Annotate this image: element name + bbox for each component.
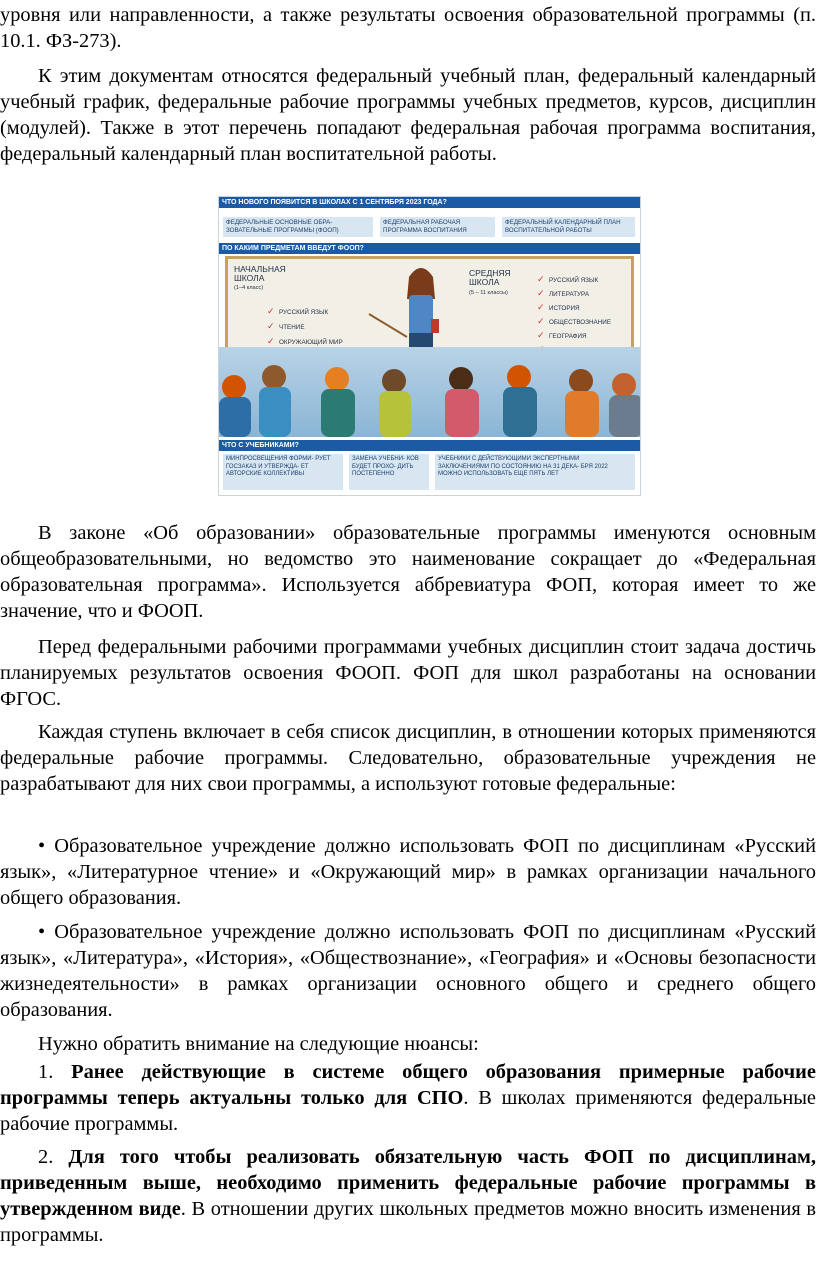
paragraph-goal: [0, 634, 816, 712]
secondary-subject-item: ОБЩЕСТВОЗНАНИЕ: [549, 319, 612, 326]
bullet-content: Образовательное учреждение должно использовать ФОП по дисциплинам «Русский язык», «Литературное чтение» и «Окружающий мир» в рамках организации начального общего образования.: [0, 835, 816, 909]
item-rest-text: . В школах применяются федеральные рабочие программы.: [0, 1087, 816, 1135]
paragraph-nuances: [0, 1031, 816, 1057]
secondary-subject-item: ГЕОГРАФИЯ: [549, 333, 587, 340]
paragraph-text: Каждая ступень включает в себя список дисциплин, в отношении которых применяются федеральные рабочие программы. Следовательно, образовательные учреждения не разрабатывают для них свои программы, а используют готовые федеральные:: [0, 721, 816, 795]
check-icon: ✓: [537, 302, 545, 312]
item-bold-text: Ранее действующие в системе общего образования примерные рабочие программы теперь актуальны только для СПО: [0, 1061, 816, 1109]
paragraph-intro: [0, 2, 816, 54]
secondary-school-grades: (5 – 11 классы): [469, 290, 508, 296]
item-rest-text: . В отношении других школьных предметов можно вносить изменения в программы.: [0, 1198, 816, 1246]
secondary-subject-item: ИСТОРИЯ: [549, 305, 580, 312]
secondary-title-line2: ШКОЛА: [469, 277, 500, 287]
primary-school-grades: (1–4 класс): [234, 285, 264, 291]
secondary-subject-item: ЛИТЕРАТУРА: [549, 291, 590, 298]
item-bold-text: Для того чтобы реализовать обязательную часть ФОП по дисциплинам, приведенным выше, необходимо применить федеральные рабочие программы в утвержденном виде: [0, 1146, 816, 1220]
textbooks-note-expert: УЧЕБНИКИ С ДЕЙСТВУЮЩИМИ ЭКСПЕРТНЫМИ ЗАКЛЮЧЕНИЯМИ ПО СОСТОЯНИЮ НА 31 ДЕКА- БРЯ 2022 МОЖНО ИСПОЛЬЗОВАТЬ ЕЩЕ ПЯТЬ ЛЕТ: [435, 454, 635, 490]
check-icon: ✓: [537, 316, 545, 326]
check-icon: ✓: [267, 336, 275, 346]
bullet-item-primary: [0, 833, 816, 911]
paragraph-text: уровня или направленности, а также результаты освоения образовательной программы (п. 10.1. ФЗ-273).: [0, 4, 816, 52]
bullet-item-secondary: [0, 919, 816, 1023]
paragraph-documents: [0, 63, 816, 167]
check-icon: ✓: [267, 306, 275, 316]
infographic-header-subjects: ПО КАКИМ ПРЕДМЕТАМ ВВЕДУТ ФООП?: [219, 243, 640, 254]
primary-subject-item: ЧТЕНИЕ: [279, 324, 305, 331]
paragraph-text: Нужно обратить внимание на следующие нюансы:: [38, 1033, 479, 1055]
paragraph-text: В законе «Об образовании» образовательные программы именуются основным общеобразовательными, но ведомство это наименование сокращает до «Федеральная образовательная программа». Используется аббревиатура ФОП, которая имеет то же значение, что и ФООП.: [0, 522, 816, 622]
primary-subject-item: ОКРУЖАЮЩИЙ МИР: [279, 339, 343, 346]
paragraph-text: Перед федеральными рабочими программами учебных дисциплин стоит задача достичь планируемых результатов освоения ФООП. ФОП для школ разработаны на основании ФГОС.: [0, 636, 816, 710]
bullet-text: [0, 919, 816, 1023]
students-heads: [219, 347, 640, 437]
primary-subject-item: РУССКИЙ ЯЗЫК: [279, 309, 329, 316]
paragraph-law: [0, 520, 816, 624]
item-number: 1.: [38, 1061, 54, 1083]
bullet-icon: •: [38, 835, 55, 857]
check-icon: ✓: [537, 274, 545, 284]
numbered-item-1: [0, 1059, 816, 1137]
check-icon: ✓: [267, 321, 275, 331]
bullet-content: Образовательное учреждение должно использовать ФОП по дисциплинам «Русский язык», «Литература», «История», «Обществознание», «География» и «Основы безопасности жизнедеятельности» в рамках организации основного общего и среднего общего образования.: [0, 921, 816, 1021]
primary-school-title: [234, 265, 286, 283]
paragraph-text: К этим документам относятся федеральный учебный план, федеральный календарный учебный график, федеральные рабочие программы учебных предметов, курсов, дисциплин (модулей). Также в этот перечень попадают федеральная рабочая программа воспитания, федеральный календарный план воспитательной работы.: [0, 65, 816, 165]
check-icon: ✓: [537, 330, 545, 340]
primary-title-line1: НАЧАЛЬНАЯ: [234, 264, 286, 274]
infographic-header-textbooks: ЧТО С УЧЕБНИКАМИ?: [219, 440, 640, 451]
bullet-icon: •: [38, 921, 55, 943]
infographic-image: [218, 196, 641, 496]
infographic-tag-fop: ФЕДЕРАЛЬНЫЕ ОСНОВНЫЕ ОБРА- ЗОВАТЕЛЬНЫЕ ПРОГРАММЫ (ФООП): [223, 217, 373, 237]
textbooks-note-replacement: ЗАМЕНА УЧЕБНИ- КОВ БУДЕТ ПРОХО- ДИТЬ ПОСТЕПЕННО: [349, 454, 429, 490]
paragraph-levels: [0, 719, 816, 797]
secondary-title-line1: СРЕДНЯЯ: [469, 268, 511, 278]
check-icon: ✓: [537, 288, 545, 298]
primary-title-line2: ШКОЛА: [234, 273, 265, 283]
secondary-school-title: [469, 269, 511, 287]
textbooks-note-ministry: МИНПРОСВЕЩЕНИЯ ФОРМИ- РУЕТ ГОСЗАКАЗ И УТВЕРЖДА- ЕТ АВТОРСКИЕ КОЛЛЕКТИВЫ: [223, 454, 343, 490]
item-number: 2.: [38, 1146, 54, 1168]
infographic-tag-calendar-plan: ФЕДЕРАЛЬНЫЙ КАЛЕНДАРНЫЙ ПЛАН ВОСПИТАТЕЛЬНОЙ РАБОТЫ: [502, 217, 635, 237]
infographic-header-new: ЧТО НОВОГО ПОЯВИТСЯ В ШКОЛАХ С 1 СЕНТЯБРЯ 2023 ГОДА?: [219, 197, 640, 208]
numbered-item-2: [0, 1144, 816, 1248]
secondary-subject-item: РУССКИЙ ЯЗЫК: [549, 277, 599, 284]
numbered-text: [0, 1059, 816, 1137]
bullet-text: [0, 833, 816, 911]
infographic-tag-education-program: ФЕДЕРАЛЬНАЯ РАБОЧАЯ ПРОГРАММА ВОСПИТАНИЯ: [380, 217, 495, 237]
students-illustration: [219, 347, 640, 437]
numbered-text: [0, 1144, 816, 1248]
